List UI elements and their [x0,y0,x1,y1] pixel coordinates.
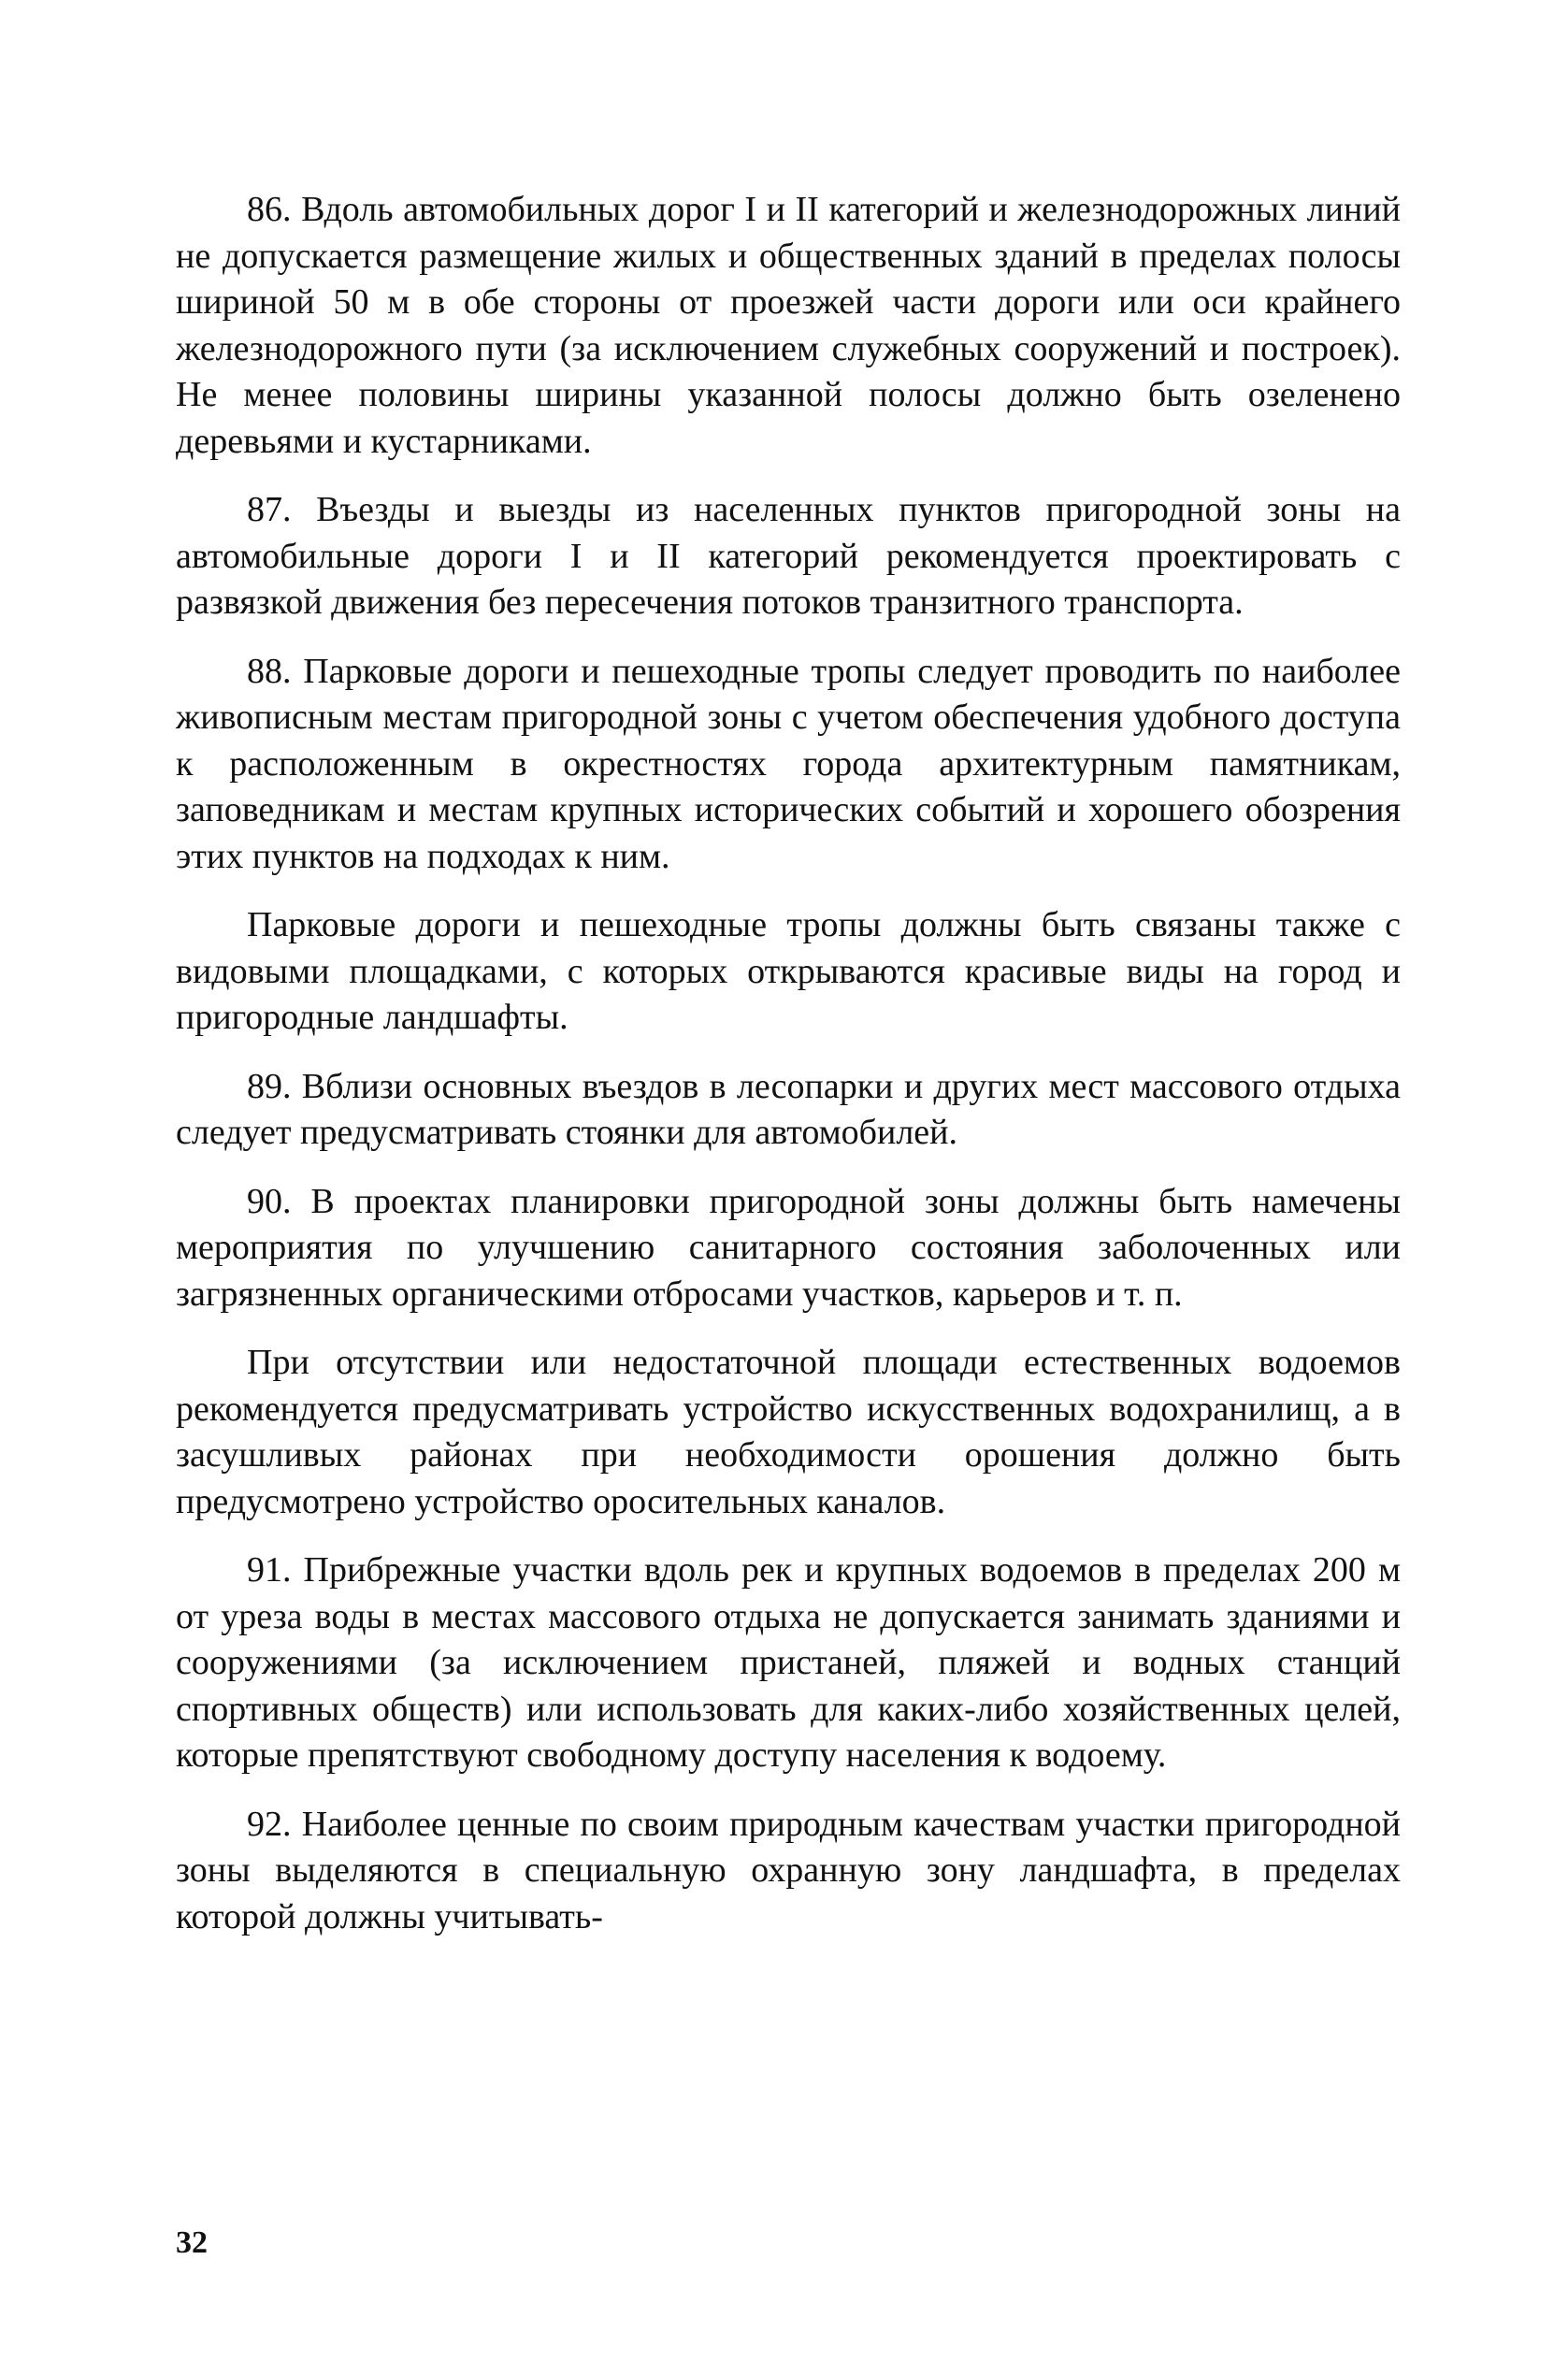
paragraph-90: 90. В проектах планировки пригородной зоны должны быть намечены мероприятия по улучшению санитарного состояния заболоченных или загрязненных органическими отбросами участков, карьеров и т. п. [176,1181,1401,1314]
paragraph-92: 92. Наиболее ценные по своим природным качествам участки пригородной зоны выделяются в специальную охранную зону ландшафта, в пределах которой должны учитывать- [176,1804,1401,1936]
paragraph-88: 88. Парковые дороги и пешеходные тропы следует проводить по наиболее живописным местам пригородной зоны с учетом обеспечения удобного доступа к расположенным в окрестностях города архитектурным памятникам, заповедникам и местам крупных исторических событий и хорошего обозрения этих пунктов на подходах к ним. [176,651,1401,876]
paragraph-91: 91. Прибрежные участки вдоль рек и крупных водоемов в пределах 200 м от уреза воды в местах массового отдыха не допускается занимать зданиями и сооружениями (за исключением пристаней, пляжей и водных станций спортивных обществ) или использовать для каких-либо хозяйственных целей, которые препятствуют свободному доступу населения к водоему. [176,1550,1401,1775]
page-number: 32 [176,2225,208,2260]
paragraph-86: 86. Вдоль автомобильных дорог I и II категорий и железнодорожных линий не допускается размещение жилых и общественных зданий в пределах полосы шириной 50 м в обе стороны от проезжей части дороги или оси крайнего железнодорожного пути (за исключением служебных сооружений и построек). Не менее половины ширины указанной полосы должно быть озеленено деревьями и кустарниками. [176,190,1401,461]
paragraph-90-continued: При отсутствии или недостаточной площади естественных водоемов рекомендуется предусматривать устройство искусственных водохранилищ, а в засушливых районах при необходимости орошения должно быть предусмотрено устройство оросительных каналов. [176,1343,1401,1521]
body-text [176,187,1401,1963]
paragraph-88-continued: Парковые дороги и пешеходные тропы должны быть связаны также с видовыми площадками, с которых открываются красивые виды на город и пригородные ландшафты. [176,905,1401,1037]
paragraph-89: 89. Вблизи основных въездов в лесопарки и других мест массового отдыха следует предусматривать стоянки для автомобилей. [176,1066,1401,1152]
paragraph-87: 87. Въезды и выезды из населенных пунктов пригородной зоны на автомобильные дороги I и II категорий рекомендуется проектировать с развязкой движения без пересечения потоков транзитного транспорта. [176,490,1401,622]
